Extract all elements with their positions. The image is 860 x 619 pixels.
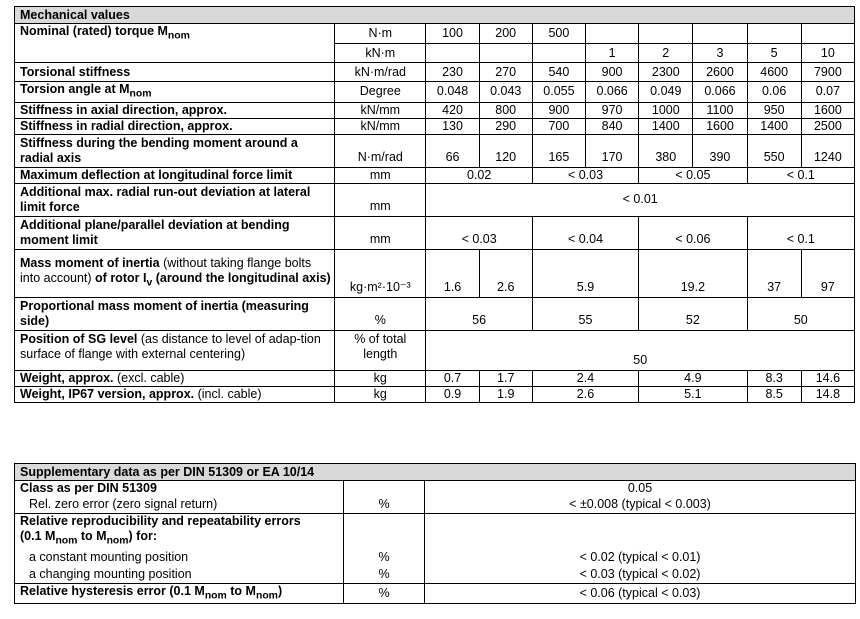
cell: 1.9 xyxy=(479,386,532,402)
row-label-nominal-torque: Nominal (rated) torque $M_{nom}$ xyxy=(15,24,335,44)
cell: 8.3 xyxy=(747,370,801,386)
unit: Degree xyxy=(335,82,426,103)
cell: < 0.06 xyxy=(639,216,747,249)
cell: 0.066 xyxy=(586,82,639,103)
row-label-mass-moment-inertia: Mass moment of inertia (without taking flange bolts into account) of rotor $I_v$ (around the longitudinal axis) xyxy=(15,249,335,297)
row-label-max-deflection: Maximum deflection at longitudinal force limit xyxy=(15,167,335,183)
cell: 840 xyxy=(586,118,639,134)
unit: kg xyxy=(335,386,426,402)
cell xyxy=(425,514,856,549)
cell xyxy=(532,44,585,63)
unit: % xyxy=(344,566,425,584)
cell: 0.07 xyxy=(801,82,854,103)
cell: 540 xyxy=(532,63,585,82)
cell: 2600 xyxy=(693,63,747,82)
cell: 0.043 xyxy=(479,82,532,103)
cell: 1100 xyxy=(693,102,747,118)
section-title: Mechanical values xyxy=(15,7,855,24)
cell: 1240 xyxy=(801,134,854,167)
cell: 7900 xyxy=(801,63,854,82)
cell: 970 xyxy=(586,102,639,118)
unit: kg xyxy=(335,370,426,386)
cell: 5.9 xyxy=(532,249,638,297)
mechanical-values-table xyxy=(14,6,855,403)
cell: 8.5 xyxy=(747,386,801,402)
unit: kN·m/rad xyxy=(335,63,426,82)
row-label-plane-deviation: Additional plane/parallel deviation at bending moment limit xyxy=(15,216,335,249)
cell: 230 xyxy=(426,63,479,82)
unit: kN/mm xyxy=(335,102,426,118)
unit-nm: N·m xyxy=(335,24,426,44)
cell: 0.066 xyxy=(693,82,747,103)
cell: 50 xyxy=(747,297,854,330)
cell: 200 xyxy=(479,24,532,44)
cell: 290 xyxy=(479,118,532,134)
cell: 5 xyxy=(747,44,801,63)
unit: % xyxy=(344,583,425,604)
cell: 4600 xyxy=(747,63,801,82)
cell xyxy=(639,24,693,44)
cell: 0.048 xyxy=(426,82,479,103)
cell: 700 xyxy=(532,118,585,134)
cell xyxy=(479,44,532,63)
cell: 37 xyxy=(747,249,801,297)
cell: 270 xyxy=(479,63,532,82)
cell: 900 xyxy=(586,63,639,82)
row-label-torsion-angle: Torsion angle at $M_{nom}$ xyxy=(15,82,335,103)
cell: < 0.03 xyxy=(426,216,532,249)
cell: 2.4 xyxy=(532,370,638,386)
cell: 1 xyxy=(586,44,639,63)
cell: 10 xyxy=(801,44,854,63)
cell: 120 xyxy=(479,134,532,167)
cell: 900 xyxy=(532,102,585,118)
cell: 380 xyxy=(639,134,693,167)
cell xyxy=(344,514,425,549)
row-label-proportional-inertia: Proportional mass moment of inertia (measuring side) xyxy=(15,297,335,330)
cell: 100 xyxy=(426,24,479,44)
cell: 0.7 xyxy=(426,370,479,386)
row-label-changing-position: a changing mounting position xyxy=(15,566,344,584)
cell: 0.02 xyxy=(426,167,532,183)
cell: 1.6 xyxy=(426,249,479,297)
cell: 19.2 xyxy=(639,249,747,297)
cell: < 0.1 xyxy=(747,167,854,183)
unit: kg·m²·10⁻³ xyxy=(335,249,426,297)
cell: 0.06 xyxy=(747,82,801,103)
cell: 2300 xyxy=(639,63,693,82)
row-label-reproducibility: Relative reproducibility and repeatability errors (0.1 $M_{nom}$ to $M_{nom}$) for: xyxy=(15,514,344,549)
cell: 950 xyxy=(747,102,801,118)
cell: 4.9 xyxy=(639,370,747,386)
cell: 0.055 xyxy=(532,82,585,103)
row-label-bending-stiffness: Stiffness during the bending moment around a radial axis xyxy=(15,134,335,167)
cell xyxy=(801,24,854,44)
cell: 55 xyxy=(532,297,638,330)
cell: < 0.03 xyxy=(532,167,638,183)
cell: < 0.01 xyxy=(426,183,855,216)
unit: % of total length xyxy=(335,330,426,370)
unit: % xyxy=(344,496,425,514)
cell: 14.8 xyxy=(801,386,854,402)
cell: 2.6 xyxy=(479,249,532,297)
unit: N·m/rad xyxy=(335,134,426,167)
unit: mm xyxy=(335,216,426,249)
unit-knm: kN·m xyxy=(335,44,426,63)
cell: 800 xyxy=(479,102,532,118)
row-label-axial-stiffness: Stiffness in axial direction, approx. xyxy=(15,102,335,118)
cell: 50 xyxy=(426,330,855,370)
cell: 130 xyxy=(426,118,479,134)
unit: mm xyxy=(335,167,426,183)
cell xyxy=(15,44,335,63)
cell: 2 xyxy=(639,44,693,63)
cell xyxy=(693,24,747,44)
cell: < 0.06 (typical < 0.03) xyxy=(425,583,856,604)
cell: < ±0.008 (typical < 0.003) xyxy=(425,496,856,514)
row-label-zero-error: Rel. zero error (zero signal return) xyxy=(15,496,344,514)
cell: 170 xyxy=(586,134,639,167)
cell: 14.6 xyxy=(801,370,854,386)
cell: 1400 xyxy=(747,118,801,134)
cell: 1600 xyxy=(801,102,854,118)
row-label-weight-ip67: Weight, IP67 version, approx. (incl. cable) xyxy=(15,386,335,402)
row-label-constant-position: a constant mounting position xyxy=(15,549,344,566)
unit: % xyxy=(344,549,425,566)
row-label-hysteresis: Relative hysteresis error (0.1 $M_{nom}$ to $M_{nom}$) xyxy=(15,583,344,604)
supplementary-data-table xyxy=(14,463,856,604)
cell: 52 xyxy=(639,297,747,330)
row-label-class: Class as per DIN 51309 xyxy=(15,481,344,497)
row-label-torsional-stiffness: Torsional stiffness xyxy=(15,63,335,82)
cell: 3 xyxy=(693,44,747,63)
cell: 2500 xyxy=(801,118,854,134)
cell: 56 xyxy=(426,297,532,330)
unit: kN/mm xyxy=(335,118,426,134)
row-label-weight: Weight, approx. (excl. cable) xyxy=(15,370,335,386)
cell xyxy=(344,481,425,497)
unit: mm xyxy=(335,183,426,216)
row-label-sg-level: Position of SG level (as distance to level of adap-tion surface of flange with external centering) xyxy=(15,330,335,370)
cell: < 0.03 (typical < 0.02) xyxy=(425,566,856,584)
cell: < 0.1 xyxy=(747,216,854,249)
unit: % xyxy=(335,297,426,330)
cell: 550 xyxy=(747,134,801,167)
cell: 0.9 xyxy=(426,386,479,402)
cell: < 0.04 xyxy=(532,216,638,249)
cell: 1.7 xyxy=(479,370,532,386)
cell: 0.049 xyxy=(639,82,693,103)
cell xyxy=(426,44,479,63)
cell: 390 xyxy=(693,134,747,167)
cell: 2.6 xyxy=(532,386,638,402)
cell: 500 xyxy=(532,24,585,44)
cell: 165 xyxy=(532,134,585,167)
cell: 420 xyxy=(426,102,479,118)
cell xyxy=(586,24,639,44)
cell: 1400 xyxy=(639,118,693,134)
row-label-radial-runout: Additional max. radial run-out deviation at lateral limit force xyxy=(15,183,335,216)
section-title: Supplementary data as per DIN 51309 or EA 10/14 xyxy=(15,464,856,481)
cell: 66 xyxy=(426,134,479,167)
cell: 1600 xyxy=(693,118,747,134)
cell: < 0.02 (typical < 0.01) xyxy=(425,549,856,566)
row-label-radial-stiffness: Stiffness in radial direction, approx. xyxy=(15,118,335,134)
cell: 1000 xyxy=(639,102,693,118)
cell xyxy=(747,24,801,44)
cell: 97 xyxy=(801,249,854,297)
cell: < 0.05 xyxy=(639,167,747,183)
cell: 0.05 xyxy=(425,481,856,497)
cell: 5.1 xyxy=(639,386,747,402)
